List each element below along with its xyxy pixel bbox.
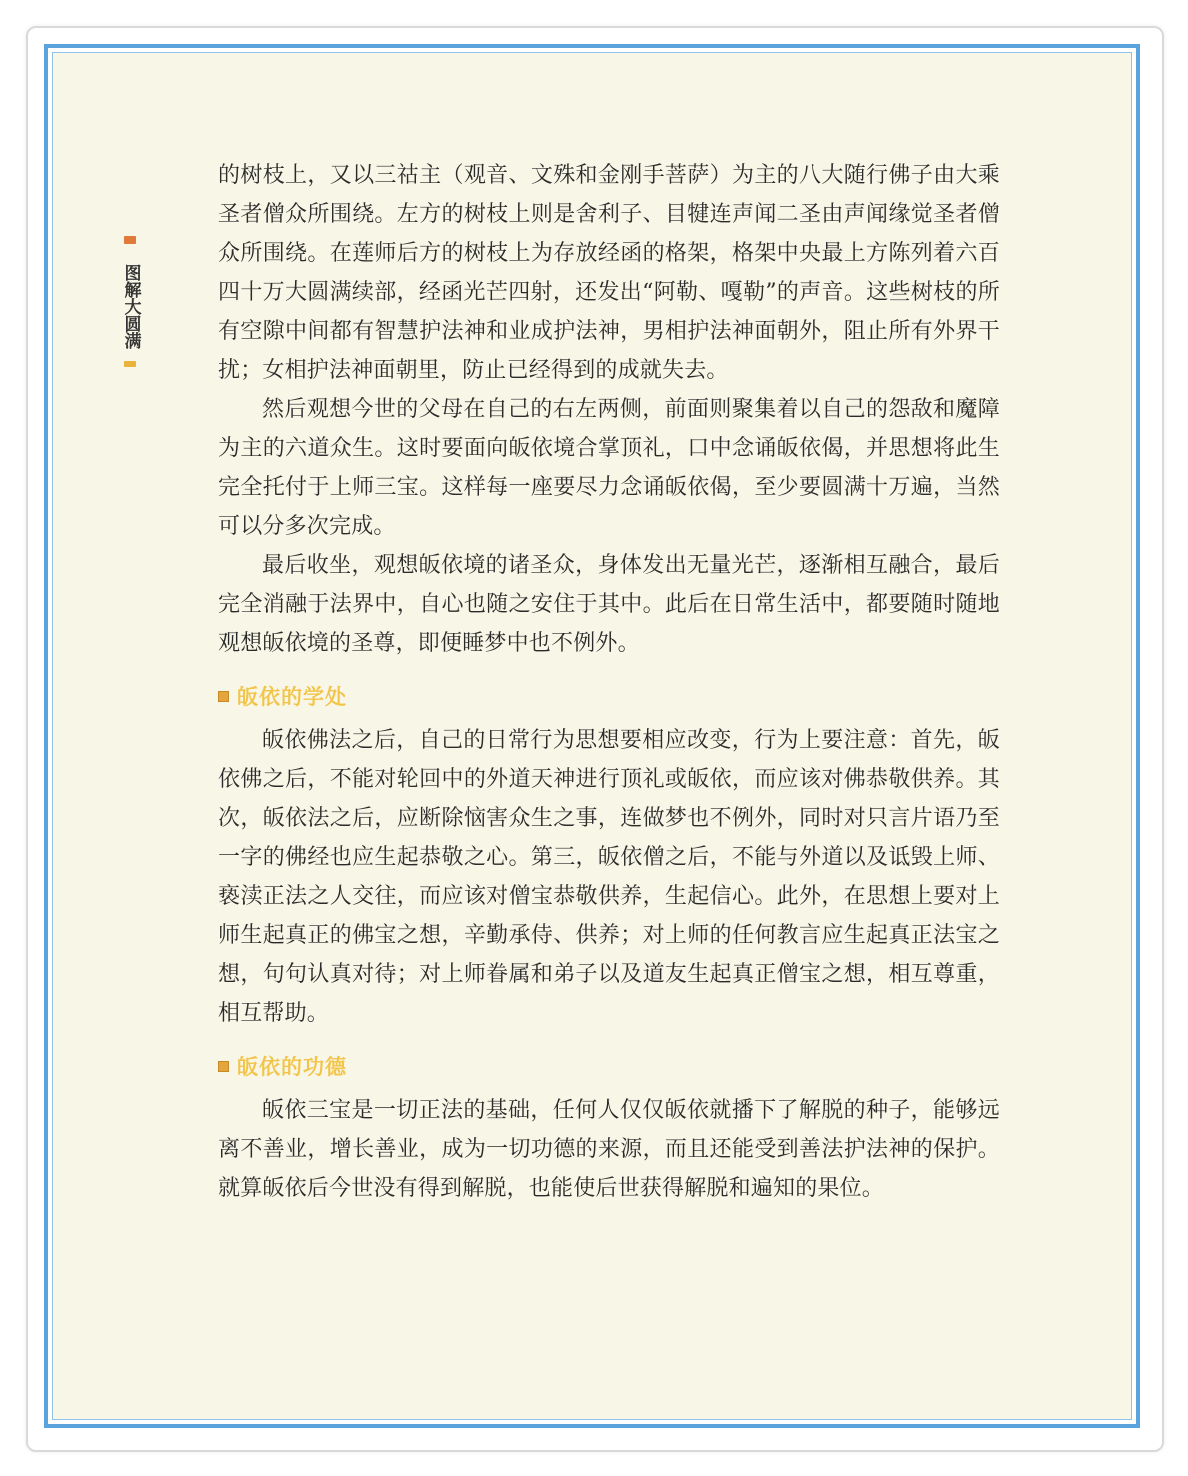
- side-running-title: [118, 236, 142, 367]
- paragraph-continued: 的树枝上，又以三祜主（观音、文殊和金刚手菩萨）为主的八大随行佛子由大乘圣者僧众所围绕。左方的树枝上则是舍利子、目犍连声闻二圣由声闻缘觉圣者僧众所围绕。在莲师后方的树枝上为存放经函的格架，格架中央最上方陈列着六百四十万大圆满续部，经函光芒四射，还发出“阿勒、嘎勒”的声音。这些树枝的所有空隙中间都有智慧护法神和业成护法神，男相护法神面朝外，阻止所有外界干扰；女相护法神面朝里，防止已经得到的成就失去。: [218, 163, 1000, 383]
- section-title: 皈依的功德: [237, 1055, 347, 1079]
- heading-bullet-icon: [218, 691, 229, 702]
- section-heading-precepts: [218, 677, 1000, 715]
- main-text: [218, 156, 1000, 1208]
- section-title: 皈依的学处: [237, 685, 347, 709]
- paragraph: 皈依三宝是一切正法的基础，任何人仅仅皈依就播下了解脱的种子，能够远离不善业，增长善业，成为一切功德的来源，而且还能受到善法护法神的保护。就算皈依后今世没有得到解脱，也能使后世获得解脱和遍知的果位。: [218, 1098, 1000, 1201]
- paragraph: 最后收坐，观想皈依境的诸圣众，身体发出无量光芒，逐渐相互融合，最后完全消融于法界中，自心也随之安住于其中。此后在日常生活中，都要随时随地观想皈依境的圣尊，即便睡梦中也不例外。: [218, 553, 1000, 656]
- ornament-icon: [124, 361, 136, 367]
- heading-bullet-icon: [218, 1061, 229, 1072]
- section-heading-merits: [218, 1047, 1000, 1085]
- book-title: 图解大圆满: [120, 264, 141, 349]
- seal-mark-icon: [124, 236, 136, 244]
- paragraph: 然后观想今世的父母在自己的右左两侧，前面则聚集着以自己的怨敌和魔障为主的六道众生。这时要面向皈依境合掌顶礼，口中念诵皈依偈，并思想将此生完全托付于上师三宝。这样每一座要尽力念诵皈依偈，至少要圆满十万遍，当然可以分多次完成。: [218, 397, 1000, 539]
- paragraph: 皈依佛法之后，自己的日常行为思想要相应改变，行为上要注意：首先，皈依佛之后，不能对轮回中的外道天神进行顶礼或皈依，而应该对佛恭敬供养。其次，皈依法之后，应断除恼害众生之事，连做梦也不例外，同时对只言片语乃至一字的佛经也应生起恭敬之心。第三，皈依僧之后，不能与外道以及诋毁上师、亵渎正法之人交往，而应该对僧宝恭敬供养，生起信心。此外，在思想上要对上师生起真正的佛宝之想，辛勤承侍、供养；对上师的任何教言应生起真正法宝之想，句句认真对待；对上师眷属和弟子以及道友生起真正僧宝之想，相互尊重，相互帮助。: [218, 728, 1000, 1026]
